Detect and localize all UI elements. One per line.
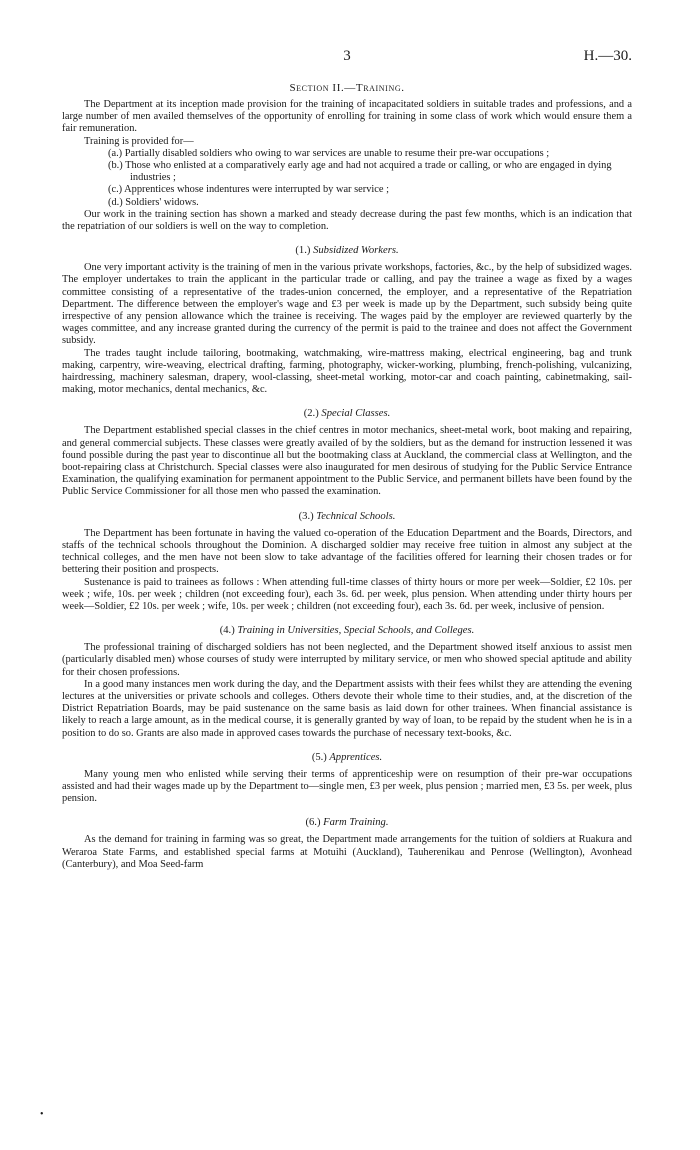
body-paragraph: The Department established special classes in the chief centres in motor mechanics, sheet-metal work, boot making and repairing, and general commercial subjects. These classes were greatly availed of by the soldiers, but as the demand for instruction lessened it was found possible during the past year to discontinue all but the bootmaking class at Auckland, the commercial class at Wellington, and the boot-repairing class at Christchurch. Special classes were also inaugurated for men desirous of studying for the Public Service Entrance Examination, the qualifying examination for permanent appointment to the Public Service, and permanent billets have been found by the Public Service Commissioner for all those men who passed the examination.	[62, 425, 632, 498]
list-item: (a.) Partially disabled soldiers who owing to war services are unable to resume their pre-war occupations ;	[108, 147, 550, 159]
subsection-number: (5.)	[311, 751, 327, 763]
subsection-number: (1.)	[295, 245, 311, 257]
list-item: (c.) Apprentices whose indentures were interrupted by war service ;	[108, 184, 390, 196]
body-paragraph: In a good many instances men work during the day, and the Department assists with their fees whilst they are attending the evening lectures at the universities or private schools and colleges. Others devote their whole time to their studies, and, at the discretion of the District Repatriation Boards, may be paid sustenance on the same basis as laid down for other trainees. When financial assistance is likely to reach a large amount, as in the medical course, it is generally granted by way of loan, to be repaid by the student when he is in a position to do so. Grants are also made in approved cases towards the purchase of necessary text-books, &c.	[62, 678, 632, 739]
list-item: (d.) Soldiers' widows.	[108, 196, 199, 208]
page-header	[62, 48, 632, 70]
training-list	[62, 148, 632, 209]
intro-paragraph: The Department at its inception made provision for the training of incapacitated soldiers in suitable trades and professions, and a large number of men availed themselves of the opportunity of enrolling for training in some class of work which would ensure them a fair remuneration.	[62, 99, 632, 135]
subsection-heading-apprentices	[62, 752, 632, 763]
body-paragraph: Many young men who enlisted while serving their terms of apprenticeship were on resumption of their pre-war occupations assisted and had their wages made up by the Department to—single men, £3 per week, plus pension ; married men, £3 5s. per week, plus pension.	[62, 768, 632, 805]
subsection-title: Apprentices.	[329, 751, 383, 763]
footer-mark: •	[40, 1109, 44, 1120]
subsection-number: (4.)	[219, 625, 235, 637]
subsection-heading-technical-schools	[62, 511, 632, 522]
body-paragraph: The Department has been fortunate in having the valued co-operation of the Education Department and the Boards, Directors, and staffs of the technical schools throughout the Dominion. A discharged soldier may receive free tuition in almost any subject at the technical colleges, and the men have not been slow to take advantage of the facilities offered for learning their chosen trades or for bettering their position and prospects.	[62, 527, 632, 576]
subsection-title: Subsidized Workers.	[313, 245, 399, 257]
page-number: 3	[343, 48, 351, 64]
subsection-heading-universities	[62, 625, 632, 636]
subsection-title: Farm Training.	[323, 817, 389, 829]
subsection-title: Training in Universities, Special Schools, and Colleges.	[237, 625, 475, 637]
body-paragraph: Sustenance is paid to trainees as follows : When attending full-time classes of thirty hours or more per week—Soldier, £2 10s. per week ; wife, 10s. per week ; children (not exceeding four), each 3s. 6d. per week, plus pension. When attending under thirty hours per week—Soldier, £2 10s. per week ; wife, 10s. per week ; children (not exceeding four), each 3s. 6d. per week, inclusive of pension.	[62, 576, 632, 612]
subsection-heading-special-classes	[62, 408, 632, 419]
body-paragraph: The professional training of discharged soldiers has not been neglected, and the Department showed itself anxious to assist men (particularly disabled men) whose courses of study were interrupted by military service, or men who showed special aptitude and ability for their chosen professions.	[62, 642, 632, 678]
document-reference: H.—30.	[583, 48, 632, 64]
subsection-heading-farm-training	[62, 817, 632, 828]
subsection-heading-subsidized-workers	[62, 245, 632, 256]
subsection-number: (6.)	[305, 817, 321, 829]
intro-lead: Training is provided for—	[84, 135, 194, 147]
subsection-title: Special Classes.	[321, 408, 391, 420]
section-title: Section II.—Training.	[289, 82, 405, 94]
body-paragraph: As the demand for training in farming was so great, the Department made arrangements for the tuition of soldiers at Ruakura and Weraroa State Farms, and established special farms at Motuihi (Auckland), Tauherenikau and Penrose (Wellington), Avonhead (Canterbury), and Moa Seed-farm	[62, 834, 632, 870]
body-paragraph: The trades taught include tailoring, bootmaking, watchmaking, wire-mattress making, electrical engineering, bag and trunk making, carpentry, wire-weaving, electrical drafting, farming, photography, wicker-working, plumbing, french-polishing, vulcanizing, hairdressing, machinery salesman, drapery, wool-classing, sheet-metal working, motor-car and coach painting, cabinetmaking, sail-making, motor mechanics, dental mechanics, &c.	[62, 347, 632, 396]
intro-paragraph: Our work in the training section has shown a marked and steady decrease during the past few months, which is an indication that the repatriation of our soldiers is well on the way to completion.	[62, 208, 632, 233]
subsection-number: (2.)	[303, 408, 319, 420]
subsection-number: (3.)	[298, 510, 314, 522]
body-paragraph: One very important activity is the training of men in the various private workshops, factories, &c., by the help of subsidized wages. The employer undertakes to train the applicant in the particular trade or calling, and pay the trainee a wage as fixed by a wages committee consisting of a representative of the trades-union concerned, the employer, and a representative of the Repatriation Department. The difference between the employer's wage and £3 per week is made up by the Department, such subsidy being quite irrespective of any pension allowance which the trainee is receiving. The wages paid by the employer are reviewed quarterly by the wages committee, and any increase granted during the currency of the permit is paid to the trainee and does not affect the Government subsidy.	[62, 262, 632, 347]
list-item: (b.) Those who enlisted at a comparatively early age and had not acquired a trade or calling, or who are engaged in dying industries ;	[108, 160, 612, 184]
subsection-title: Technical Schools.	[316, 510, 396, 522]
